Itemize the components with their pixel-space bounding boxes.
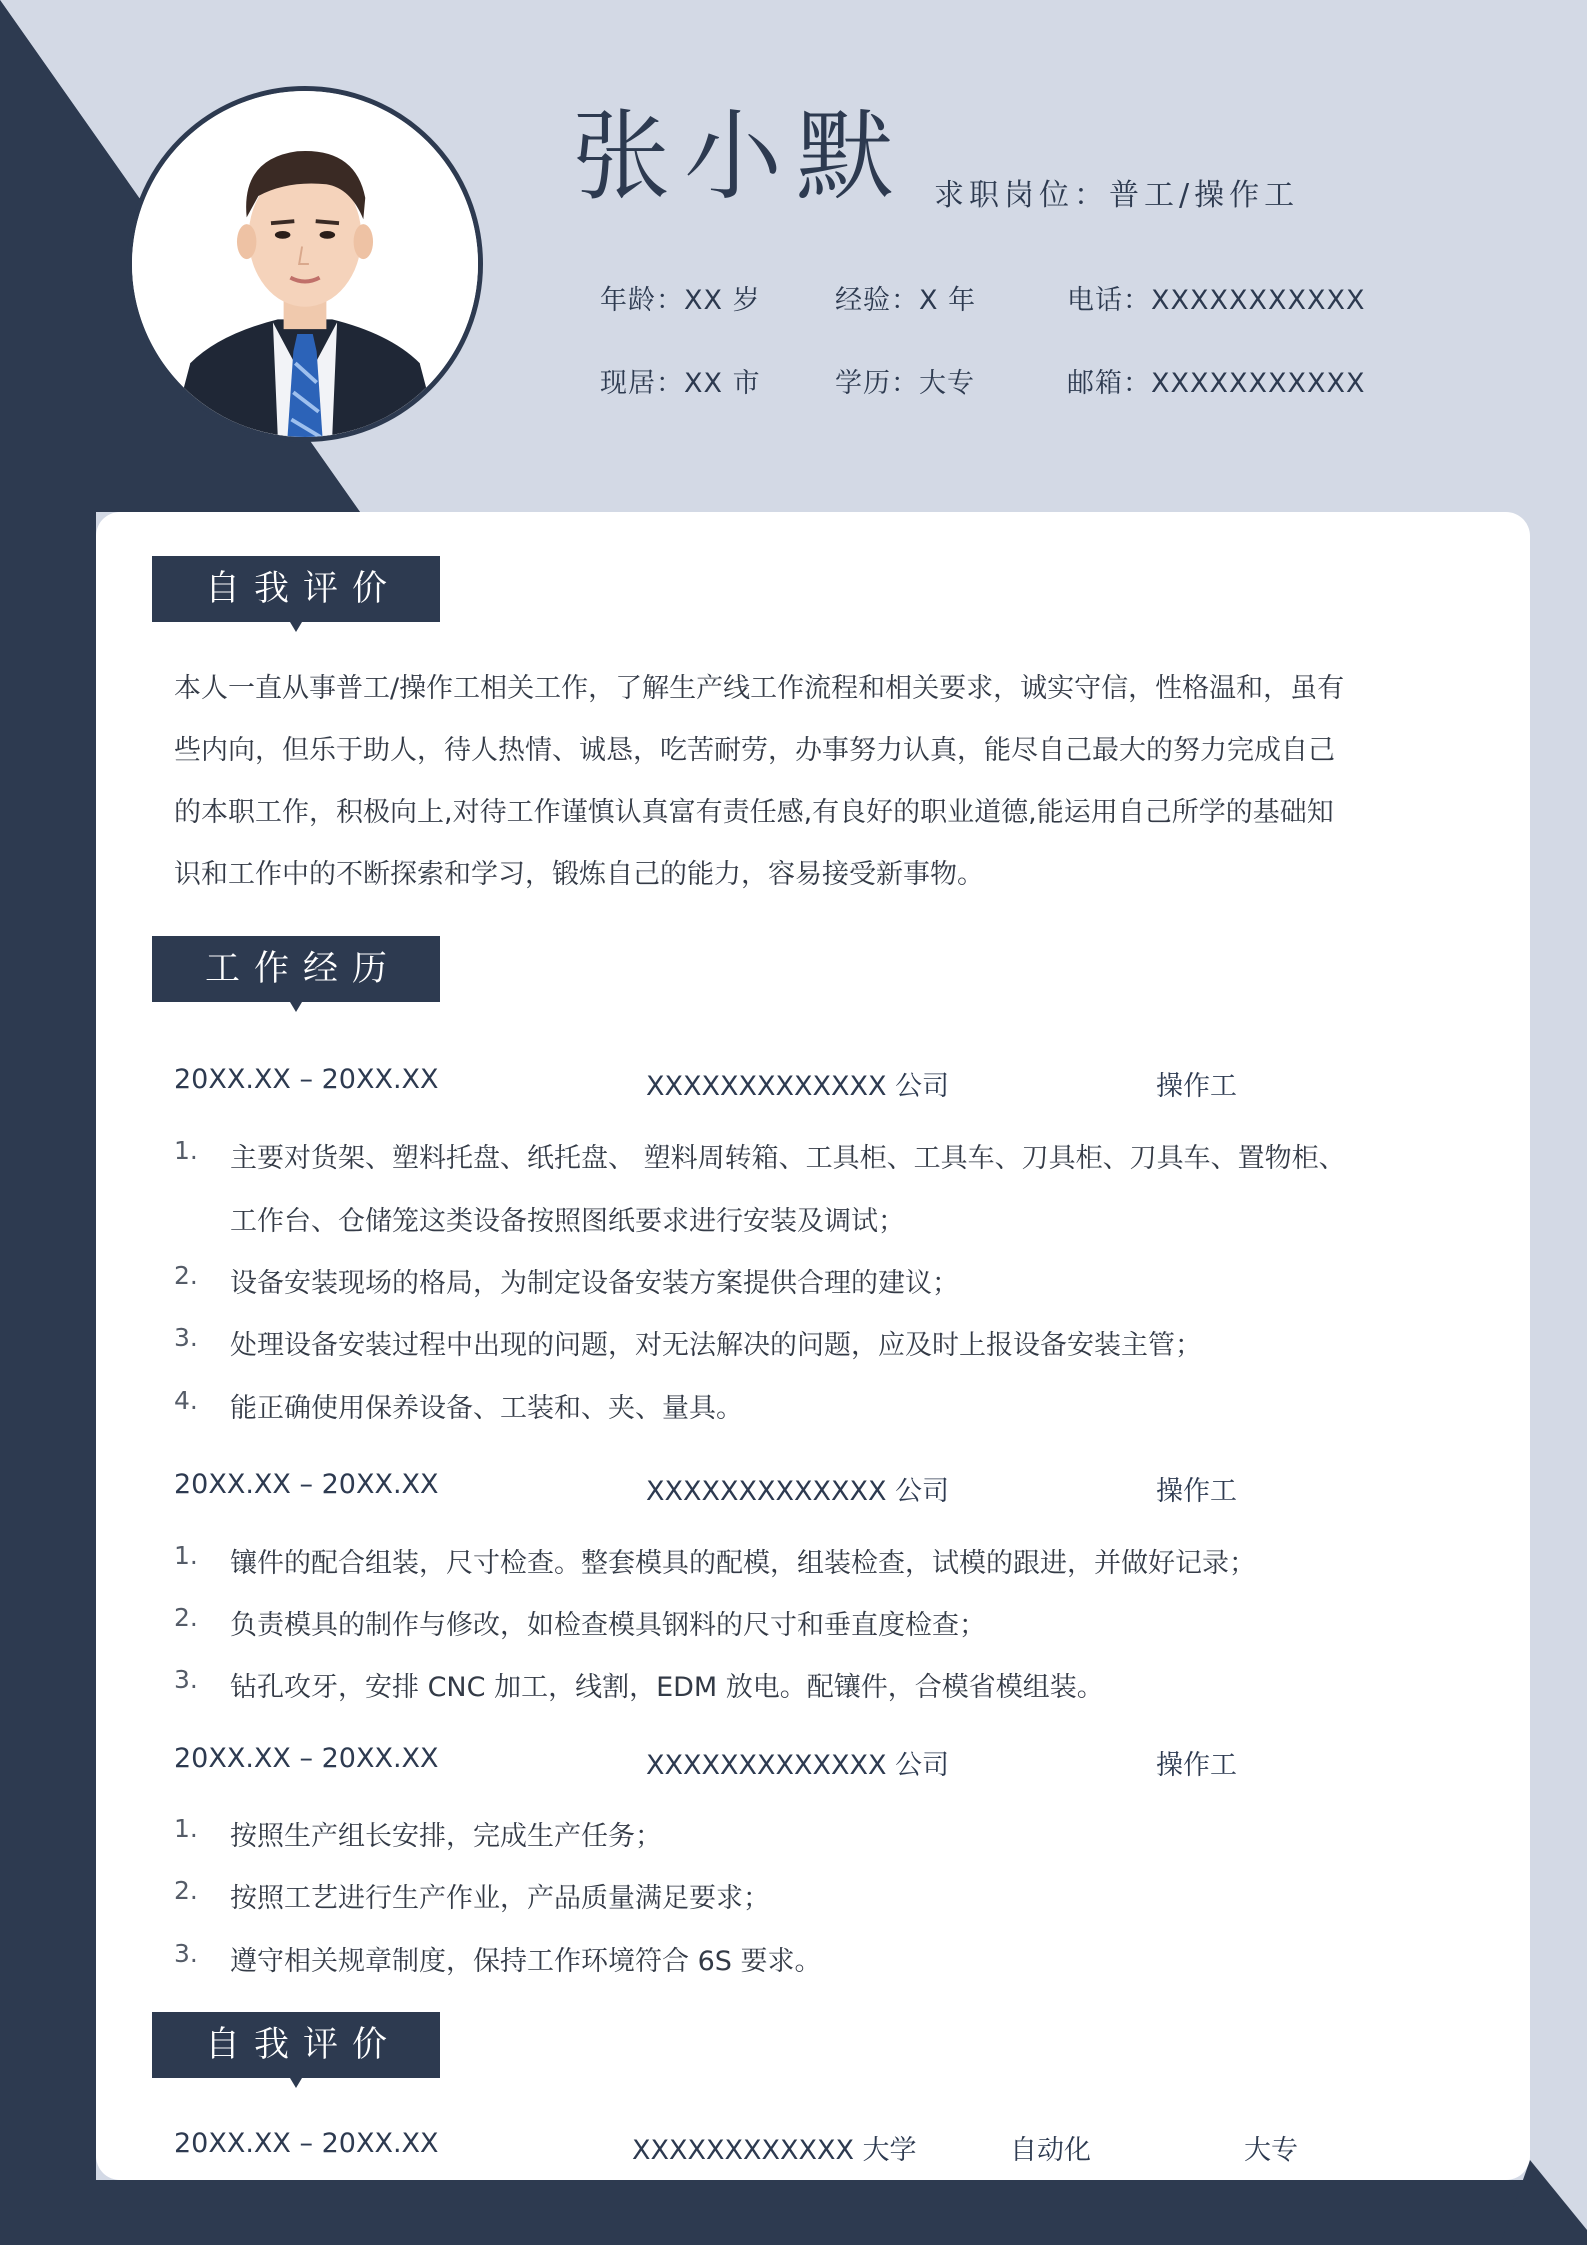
avatar-illustration bbox=[132, 91, 478, 437]
info-residence-label: 现居： bbox=[600, 368, 684, 399]
item-number: 3. bbox=[174, 1665, 198, 1694]
edu-major: 自动化 bbox=[1010, 2135, 1091, 2166]
info-phone-value: XXXXXXXXXXX bbox=[1151, 285, 1366, 316]
self-eval-line: 些内向，但乐于助人，待人热情、诚恳，吃苦耐劳，办事努力认真，能尽自己最大的努力完成自己 bbox=[174, 735, 1335, 766]
job-company: XXXXXXXXXXXXX 公司 bbox=[646, 1750, 950, 1781]
job-value: 普工/操作工 bbox=[1109, 178, 1300, 213]
section-header-work bbox=[152, 936, 440, 1014]
section-title: 工作经历 bbox=[204, 949, 401, 989]
item-number: 2. bbox=[174, 1261, 198, 1290]
job-header bbox=[174, 1743, 1464, 1783]
item-text: 遵守相关规章制度，保持工作环境符合 6S 要求。 bbox=[230, 1946, 822, 1977]
bottom-dark-band bbox=[0, 2180, 1587, 2245]
item-text: 主要对货架、塑料托盘、纸托盘、 塑料周转箱、工具柜、工具车、刀具柜、刀具车、置物柜、 bbox=[230, 1143, 1346, 1174]
item-number: 2. bbox=[174, 1603, 198, 1632]
self-eval-line: 的本职工作，积极向上,对待工作谨慎认真富有责任感,有良好的职业道德,能运用自己所学的基础知 bbox=[174, 797, 1334, 828]
section-title: 自我评价 bbox=[204, 569, 401, 609]
edu-school: XXXXXXXXXXXX 大学 bbox=[632, 2135, 917, 2166]
item-number: 2. bbox=[174, 1876, 198, 1905]
item-number: 1. bbox=[174, 1136, 198, 1165]
info-education-value: 大专 bbox=[919, 368, 975, 399]
section-title: 自我评价 bbox=[204, 2025, 401, 2065]
job-period: 20XX.XX – 20XX.XX bbox=[174, 1743, 439, 1774]
info-phone-label: 电话： bbox=[1067, 285, 1151, 316]
item-text: 钻孔攻牙，安排 CNC 加工，线割，EDM 放电。配镶件，合模省模组装。 bbox=[230, 1672, 1104, 1703]
self-eval-paragraph bbox=[174, 658, 1458, 906]
job-label: 求职岗位： bbox=[934, 178, 1109, 213]
item-text: 工作台、仓储笼这类设备按照图纸要求进行安装及调试； bbox=[230, 1206, 905, 1237]
section-header-education bbox=[152, 2012, 440, 2090]
info-experience-value: X 年 bbox=[919, 285, 977, 316]
job-header bbox=[174, 1469, 1464, 1509]
item-text: 能正确使用保养设备、工装和、夹、量具。 bbox=[230, 1393, 743, 1424]
item-text: 按照工艺进行生产作业，产品质量满足要求； bbox=[230, 1883, 770, 1914]
item-text: 处理设备安装过程中出现的问题，对无法解决的问题，应及时上报设备安装主管； bbox=[230, 1330, 1202, 1361]
edu-degree: 大专 bbox=[1244, 2135, 1298, 2166]
education-row bbox=[174, 2128, 1464, 2168]
info-phone bbox=[1067, 278, 1365, 317]
item-number: 1. bbox=[174, 1541, 198, 1570]
self-eval-line: 本人一直从事普工/操作工相关工作，了解生产线工作流程和相关要求，诚实守信，性格温和，虽有 bbox=[174, 673, 1345, 704]
item-number: 3. bbox=[174, 1323, 198, 1352]
self-eval-line: 识和工作中的不断探索和学习，锻炼自己的能力，容易接受新事物。 bbox=[174, 859, 984, 890]
info-education-label: 学历： bbox=[835, 368, 919, 399]
info-email-value: XXXXXXXXXXX bbox=[1151, 368, 1366, 399]
info-residence bbox=[600, 361, 761, 400]
info-age-label: 年龄： bbox=[600, 285, 684, 316]
item-number: 1. bbox=[174, 1814, 198, 1843]
item-text: 设备安装现场的格局，为制定设备安装方案提供合理的建议； bbox=[230, 1268, 959, 1299]
job-period: 20XX.XX – 20XX.XX bbox=[174, 1064, 439, 1095]
info-age-value: XX 岁 bbox=[684, 285, 761, 316]
item-text: 负责模具的制作与修改，如检查模具钢料的尺寸和垂直度检查； bbox=[230, 1610, 986, 1641]
job-header bbox=[174, 1064, 1464, 1104]
info-residence-value: XX 市 bbox=[684, 368, 761, 399]
item-text: 镶件的配合组装，尺寸检查。整套模具的配模，组装检查，试模的跟进，并做好记录； bbox=[230, 1548, 1256, 1579]
info-education bbox=[835, 361, 975, 400]
job-role: 操作工 bbox=[1156, 1476, 1237, 1507]
item-number: 4. bbox=[174, 1386, 198, 1415]
info-age bbox=[600, 278, 761, 317]
avatar bbox=[127, 86, 483, 442]
info-email-label: 邮箱： bbox=[1067, 368, 1151, 399]
candidate-name: 张小默 bbox=[572, 100, 909, 214]
job-period: 20XX.XX – 20XX.XX bbox=[174, 1469, 439, 1500]
edu-period: 20XX.XX – 20XX.XX bbox=[174, 2128, 439, 2159]
job-company: XXXXXXXXXXXXX 公司 bbox=[646, 1071, 950, 1102]
info-experience-label: 经验： bbox=[835, 285, 919, 316]
item-text: 按照生产组长安排，完成生产任务； bbox=[230, 1821, 662, 1852]
job-role: 操作工 bbox=[1156, 1750, 1237, 1781]
item-number: 3. bbox=[174, 1939, 198, 1968]
job-target bbox=[934, 170, 1299, 214]
job-role: 操作工 bbox=[1156, 1071, 1237, 1102]
info-experience bbox=[835, 278, 976, 317]
info-email bbox=[1067, 361, 1365, 400]
job-company: XXXXXXXXXXXXX 公司 bbox=[646, 1476, 950, 1507]
section-header-self-eval bbox=[152, 556, 440, 634]
